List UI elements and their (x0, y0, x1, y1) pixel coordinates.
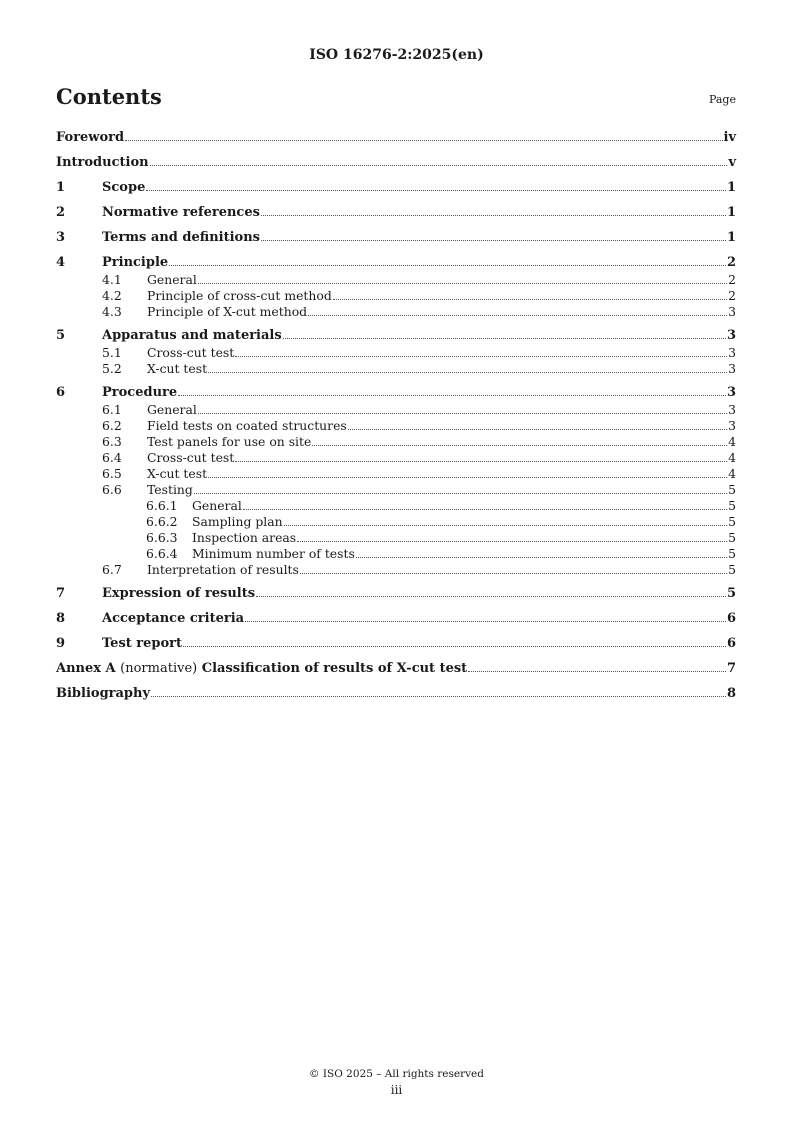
toc-entry-label: Inspection areas (192, 530, 297, 545)
copyright-notice: © ISO 2025 – All rights reserved (309, 1068, 484, 1080)
toc-entry-label: Expression of results (102, 586, 256, 601)
toc-entry-page: 5 (726, 586, 736, 601)
toc-entry-page: 5 (728, 562, 736, 577)
toc-entry[interactable] (56, 530, 736, 545)
toc-entry-label: Introduction (56, 155, 149, 170)
dot-leader (243, 498, 727, 510)
toc-entry-page: 1 (726, 230, 736, 245)
toc-entry-page: 6 (726, 611, 736, 626)
dot-leader (198, 402, 727, 414)
dot-leader (235, 450, 727, 462)
toc-entry-number: 6.6.3 (146, 530, 178, 545)
toc-entry-label: X-cut test (147, 361, 208, 376)
toc-entry-page: 5 (728, 530, 736, 545)
toc-entry-page: 3 (726, 385, 736, 400)
toc-entry-number: 7 (56, 586, 66, 601)
toc-entry[interactable] (56, 450, 736, 465)
page-footer (0, 1066, 793, 1098)
toc-entry-page: 2 (728, 288, 736, 303)
toc-entry-label (56, 661, 467, 677)
toc-entry-page: 2 (728, 272, 736, 287)
toc-entry-page: 3 (728, 418, 736, 433)
annex-title: Classification of results of X-cut test (201, 661, 468, 676)
toc-entry[interactable] (56, 254, 736, 271)
dot-leader (261, 229, 726, 241)
dot-leader (283, 327, 726, 339)
dot-leader (151, 685, 726, 697)
toc-entry-page: 4 (728, 450, 736, 465)
toc-entry-number: 4.2 (102, 288, 122, 303)
toc-entry-number: 6.6.2 (146, 514, 178, 529)
toc-entry-number: 6.4 (102, 450, 122, 465)
toc-entry[interactable] (56, 418, 736, 433)
dot-leader (468, 660, 726, 672)
toc-entry-label: Apparatus and materials (102, 328, 282, 343)
toc-entry-number: 6 (56, 385, 66, 400)
toc-entry-number: 6.3 (102, 434, 122, 449)
toc-entry-page: 5 (728, 482, 736, 497)
toc-entry-label: Acceptance criteria (102, 611, 245, 626)
toc-entry-number: 5.2 (102, 361, 122, 376)
page-number: iii (390, 1083, 403, 1097)
toc-entry-number: 8 (56, 611, 66, 626)
toc-entry-page: 4 (728, 434, 736, 449)
toc-entry[interactable] (56, 585, 736, 602)
toc-entry-number: 3 (56, 230, 66, 245)
toc-entry[interactable] (56, 384, 736, 401)
toc-entry[interactable] (56, 327, 736, 344)
toc-entry-page: 8 (726, 686, 736, 701)
toc-entry[interactable] (56, 546, 736, 561)
dot-leader (178, 384, 726, 396)
toc-entry-label: Foreword (56, 130, 125, 145)
dot-leader (356, 546, 727, 558)
toc-entry-number: 6.5 (102, 466, 122, 481)
toc-entry-page: 4 (728, 466, 736, 481)
toc-entry-page: 3 (728, 402, 736, 417)
toc-entry-page: 3 (728, 304, 736, 319)
toc-entry[interactable] (56, 514, 736, 529)
toc-entry-page: 1 (726, 180, 736, 195)
toc-entry[interactable] (56, 685, 736, 702)
toc-entry[interactable] (56, 204, 736, 221)
dot-leader (208, 361, 727, 373)
toc-entry[interactable] (56, 288, 736, 303)
dot-leader (125, 129, 722, 141)
toc-entry-number: 9 (56, 636, 66, 651)
dot-leader (194, 482, 727, 494)
toc-entry-number: 6.7 (102, 562, 122, 577)
toc-entry[interactable] (56, 154, 736, 171)
toc-entry-label: Sampling plan (192, 514, 283, 529)
toc-entry-label: Test report (102, 636, 183, 651)
toc-entry[interactable] (56, 402, 736, 417)
toc-entry-page: 7 (726, 661, 736, 676)
toc-entry-label: Scope (102, 180, 146, 195)
dot-leader (256, 585, 726, 597)
annex-prefix: Annex A (56, 661, 116, 676)
toc-entry[interactable] (56, 660, 736, 677)
toc-entry[interactable] (56, 482, 736, 497)
page-title: Contents (56, 84, 162, 109)
toc-entry[interactable] (56, 610, 736, 627)
toc-entry[interactable] (56, 361, 736, 376)
toc-entry-label: Cross-cut test (147, 345, 235, 360)
toc-entry-label: Principle of X-cut method (147, 304, 308, 319)
toc-entry-number: 6.2 (102, 418, 122, 433)
toc-entry[interactable] (56, 434, 736, 449)
dot-leader (312, 434, 727, 446)
dot-leader (208, 466, 727, 478)
toc-entry-label: Terms and definitions (102, 230, 260, 245)
dot-leader (146, 179, 726, 191)
toc-entry-page: iv (723, 130, 736, 145)
toc-entry-label: Test panels for use on site (147, 434, 312, 449)
toc-entry-number: 6.6.1 (146, 498, 178, 513)
page-column-label: Page (708, 93, 736, 106)
toc-entry-number: 5 (56, 328, 66, 343)
toc-entry-page: 3 (728, 361, 736, 376)
toc-entry-page: 5 (728, 498, 736, 513)
toc-entry-label: Principle of cross-cut method (147, 288, 332, 303)
toc-entry-label: Principle (102, 255, 169, 270)
toc-entry[interactable] (56, 562, 736, 577)
dot-leader (150, 154, 728, 166)
toc-entry-number: 4.1 (102, 272, 122, 287)
toc-entry-number: 6.6.4 (146, 546, 178, 561)
toc-entry[interactable] (56, 304, 736, 319)
toc-entry-number: 2 (56, 205, 66, 220)
toc-entry-page: 1 (726, 205, 736, 220)
toc-entry-label: Bibliography (56, 686, 151, 701)
dot-leader (284, 514, 728, 526)
toc-entry-number: 4 (56, 255, 66, 270)
toc-entry-number: 6.1 (102, 402, 122, 417)
toc-entry-label: Interpretation of results (147, 562, 299, 577)
toc-entry-number: 1 (56, 180, 66, 195)
dot-leader (333, 288, 727, 300)
toc-entry-number: 6.6 (102, 482, 122, 497)
toc-entry[interactable] (56, 635, 736, 652)
toc-entry[interactable] (56, 272, 736, 287)
toc-entry-page: 5 (728, 514, 736, 529)
toc-entry-label: General (192, 498, 242, 513)
toc-entry-page: 3 (728, 345, 736, 360)
toc-entry-label: Testing (147, 482, 193, 497)
toc-entry-number: 4.3 (102, 304, 122, 319)
toc-entry[interactable] (56, 466, 736, 481)
toc-entry-page: 6 (726, 636, 736, 651)
toc-entry-label: Procedure (102, 385, 178, 400)
dot-leader (183, 635, 726, 647)
dot-leader (297, 530, 727, 542)
toc-entry[interactable] (56, 229, 736, 246)
toc-entry-label: Field tests on coated structures (147, 418, 347, 433)
toc-entry-label: General (147, 272, 197, 287)
table-of-contents (56, 129, 736, 702)
dot-leader (348, 418, 727, 430)
toc-entry-page: 5 (728, 546, 736, 561)
dot-leader (198, 272, 727, 284)
toc-entry[interactable] (56, 129, 736, 146)
dot-leader (245, 610, 726, 622)
toc-entry-number: 5.1 (102, 345, 122, 360)
toc-entry[interactable] (56, 345, 736, 360)
toc-entry[interactable] (56, 179, 736, 196)
dot-leader (308, 304, 727, 316)
toc-entry-page: v (728, 155, 736, 170)
annex-note: (normative) (120, 661, 198, 676)
toc-entry[interactable] (56, 498, 736, 513)
toc-entry-page: 3 (726, 328, 736, 343)
dot-leader (169, 254, 726, 266)
toc-entry-label: Normative references (102, 205, 260, 220)
toc-entry-label: Cross-cut test (147, 450, 235, 465)
document-header: ISO 16276-2:2025(en) (309, 47, 484, 63)
toc-entry-label: X-cut test (147, 466, 208, 481)
dot-leader (235, 345, 727, 357)
toc-entry-page: 2 (726, 255, 736, 270)
toc-entry-label: Minimum number of tests (192, 546, 355, 561)
dot-leader (300, 562, 727, 574)
toc-entry-label: General (147, 402, 197, 417)
dot-leader (261, 204, 726, 216)
contents-heading-row (56, 84, 736, 114)
